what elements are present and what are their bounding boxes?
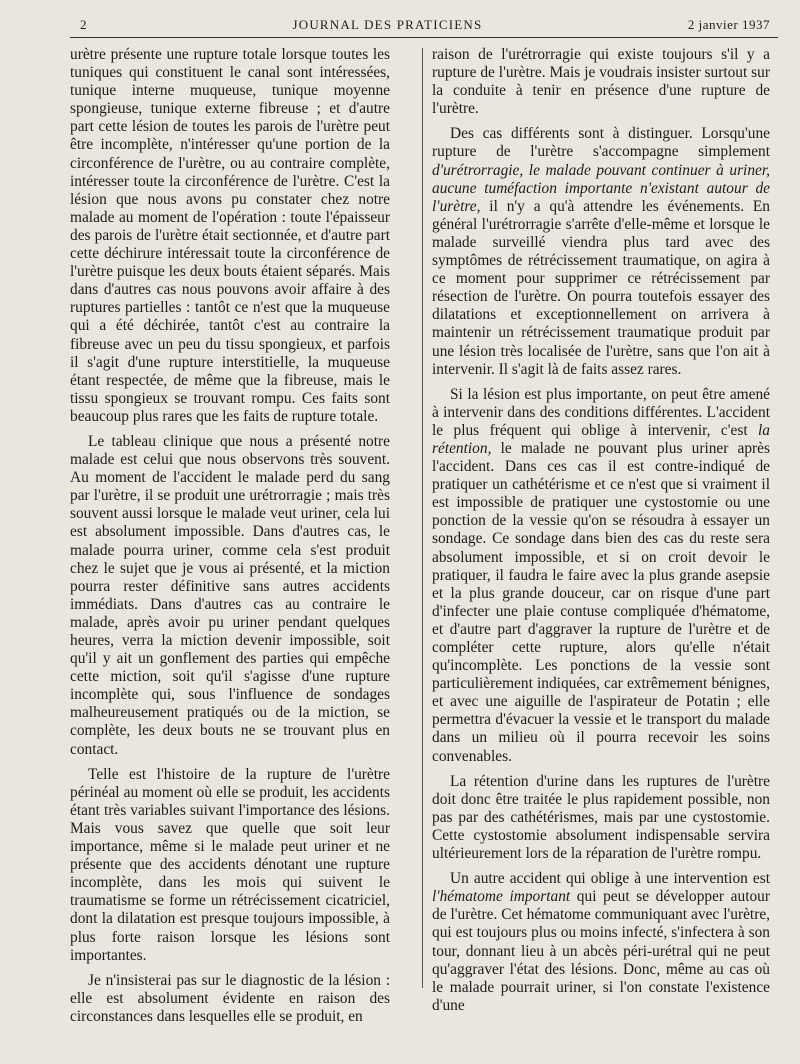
left-paragraph-4: Je n'insisterai pas sur le diagnostic de la lésion : elle est absolument évidente en raison des circonstances dans lesquelles elle se produit, en bbox=[70, 971, 390, 1025]
page-number: 2 bbox=[80, 17, 87, 32]
left-paragraph-2: Le tableau clinique que nous a présenté notre malade est celui que nous observons très souvent. Au moment de l'accident le malade perd du sang par l'urètre, il se produit une urétrorragie ; mais très souvent aussi lorsque le malade veut uriner, cela lui est absolument impossible. Dans d'autres cas, le malade pourra uriner, comme cela s'est produit chez le sujet que je vous ai présenté, et la miction pourra rester définitive sans autres accidents immédiats. Dans d'autres cas au contraire le malade, après avoir pu uriner pendant quelques heures, verra la miction devenir impossible, soit qu'il y ait un gonflement des parties qui empêche cette miction, soit qu'il s'agisse d'une rupture incomplète qui, sous l'influence de sondages malheureusement pratiqués ou de la miction, se complète, les deux bouts ne se trouvant plus en contact. bbox=[70, 432, 390, 758]
left-paragraph-3: Telle est l'histoire de la rupture de l'urètre périnéal au moment où elle se produit, les accidents étant très variables suivant l'importance des lésions. Mais vous savez que quelle que soit leur importance, même si le malade peut uriner et ne présente que des accidents dénotant une rupture incomplète, dans les mois qui suivent le traumatisme se forme un rétrécissement cicatriciel, dont la dilatation est presque toujours impossible, à plus forte raison lorsque les lésions sont importantes. bbox=[70, 765, 390, 964]
right-paragraph-5-text-a: Un autre accident qui oblige à une intervention est bbox=[450, 870, 770, 888]
right-paragraph-3 bbox=[432, 386, 770, 766]
running-header bbox=[80, 14, 770, 36]
header-rule bbox=[70, 37, 778, 38]
right-paragraph-2-italic: d'urétrorragie, le malade pouvant continuer à uriner, aucune tuméfaction importante n'existant autour de l'urètre, bbox=[432, 161, 770, 215]
right-paragraph-4: La rétention d'urine dans les ruptures de l'urètre doit donc être traitée le plus rapidement possible, non pas par des cathétérismes, mais par une cystostomie. Cette cystostomie absolument indispensable servira ultérieurement lors de la réparation de l'urètre rompu. bbox=[432, 772, 770, 863]
right-column bbox=[432, 46, 770, 1022]
column-divider bbox=[422, 48, 423, 988]
right-paragraph-5-italic: l'hématome important bbox=[432, 888, 571, 906]
right-paragraph-5-text-b: qui peut se développer autour de l'urètre. Cet hématome communiquant avec l'urètre, qui est toujours plus ou moins infecté, s'infectera à son tour, donnant lieu à un abcès péri-urétral qui ne peut qu'aggraver l'état des lésions. Donc, même au cas où le malade pourrait uriner, si l'on constate l'existence d'une bbox=[432, 888, 770, 1014]
right-paragraph-2-text-b: il n'y a qu'à attendre les événements. En général l'urétrorragie s'arrête d'elle-même et lorsque le malade surveillé viendra plus tard avec des symptômes de rétrécissement traumatique, on agira à ce moment pour supprimer ce rétrécissement par résection de l'urètre. On pourra toutefois essayer des dilatations et exceptionnellement on arrivera à maintenir un rétrécissement traumatique produit par une lésion très localisée de l'urètre, sans que l'on ait à intervenir. Il s'agit là de faits assez rares. bbox=[432, 197, 770, 378]
right-paragraph-5 bbox=[432, 870, 770, 1015]
left-paragraph-1: urètre présente une rupture totale lorsque toutes les tuniques qui constituent le canal sont intéressées, tunique interne muqueuse, tunique moyenne spongieuse, tunique externe fibreuse ; et d'autre part cette lésion de toutes les parois de l'urètre peut être incomplète, n'intéresser qu'une portion de la circonférence de l'urètre, ou au contraire complète, intéresser toute la circonférence de l'urètre. C'est la lésion que nous avons pu constater chez notre malade au moment de l'opération : toute l'épaisseur des parois de l'urètre était sectionnée, et d'autre part cette déchirure intéressait toute la circonférence de l'urètre puisque les deux bouts étaient séparés. Mais dans d'autres cas nous pouvons avoir affaire à des ruptures partielles : tantôt ce n'est que la muqueuse qui a été déchirée, tantôt c'est au contraire la fibreuse avec un peu du tissu spongieux, et parfois il s'agit d'une rupture interstitielle, la muqueuse étant respectée, de même que la fibreuse, mais le tissu spongieux se trouvant rompu. Ces faits sont beaucoup plus rares que les faits de rupture totale. bbox=[70, 46, 390, 425]
right-paragraph-3-text-b: le malade ne pouvant plus uriner après l'accident. Dans ces cas il est contre-indiqué de pratiquer un cathétérisme et ce n'est que si vraiment il est impossible de pratiquer une cystostomie ou une ponction de la vessie qu'on se résoudra à essayer un sondage. Ce sondage dans bien des cas du reste sera absolument impossible, et si on croit devoir le pratiquer, il faudra le faire avec la plus grande asepsie et la plus grande douceur, car on risque d'une part d'infecter une plaie contuse compliquée d'hématome, et d'autre part d'aggraver la rupture de l'urètre et de compléter cette rupture, alors qu'elle n'était qu'incomplète. Les ponctions de la vessie sont particulièrement indiquées, car extrêmement bénignes, et avec une aiguille de l'aspirateur de Potatin ; elle permettra d'évacuer la vessie et le transport du malade dans un milieu où il pourra recevoir les soins convenables. bbox=[432, 439, 770, 765]
left-column bbox=[70, 46, 390, 1033]
journal-title: JOURNAL DES PRATICIENS bbox=[292, 17, 483, 32]
issue-date: 2 janvier 1937 bbox=[687, 17, 770, 32]
right-paragraph-3-text-a: Si la lésion est plus importante, on peut être amené à intervenir dans des conditions différentes. L'accident le plus fréquent qui oblige à intervenir, c'est bbox=[432, 385, 770, 439]
right-paragraph-2 bbox=[432, 125, 770, 378]
right-paragraph-1: raison de l'urétrorragie qui existe toujours s'il y a rupture de l'urètre. Mais je voudrais insister surtout sur la conduite à tenir en présence d'une rupture de l'urètre. bbox=[432, 46, 770, 118]
right-paragraph-2-text-a: Des cas différents sont à distinguer. Lorsqu'une rupture de l'urètre s'accompagne simplement bbox=[432, 125, 770, 161]
right-paragraph-3-italic: la rétention, bbox=[432, 421, 770, 457]
